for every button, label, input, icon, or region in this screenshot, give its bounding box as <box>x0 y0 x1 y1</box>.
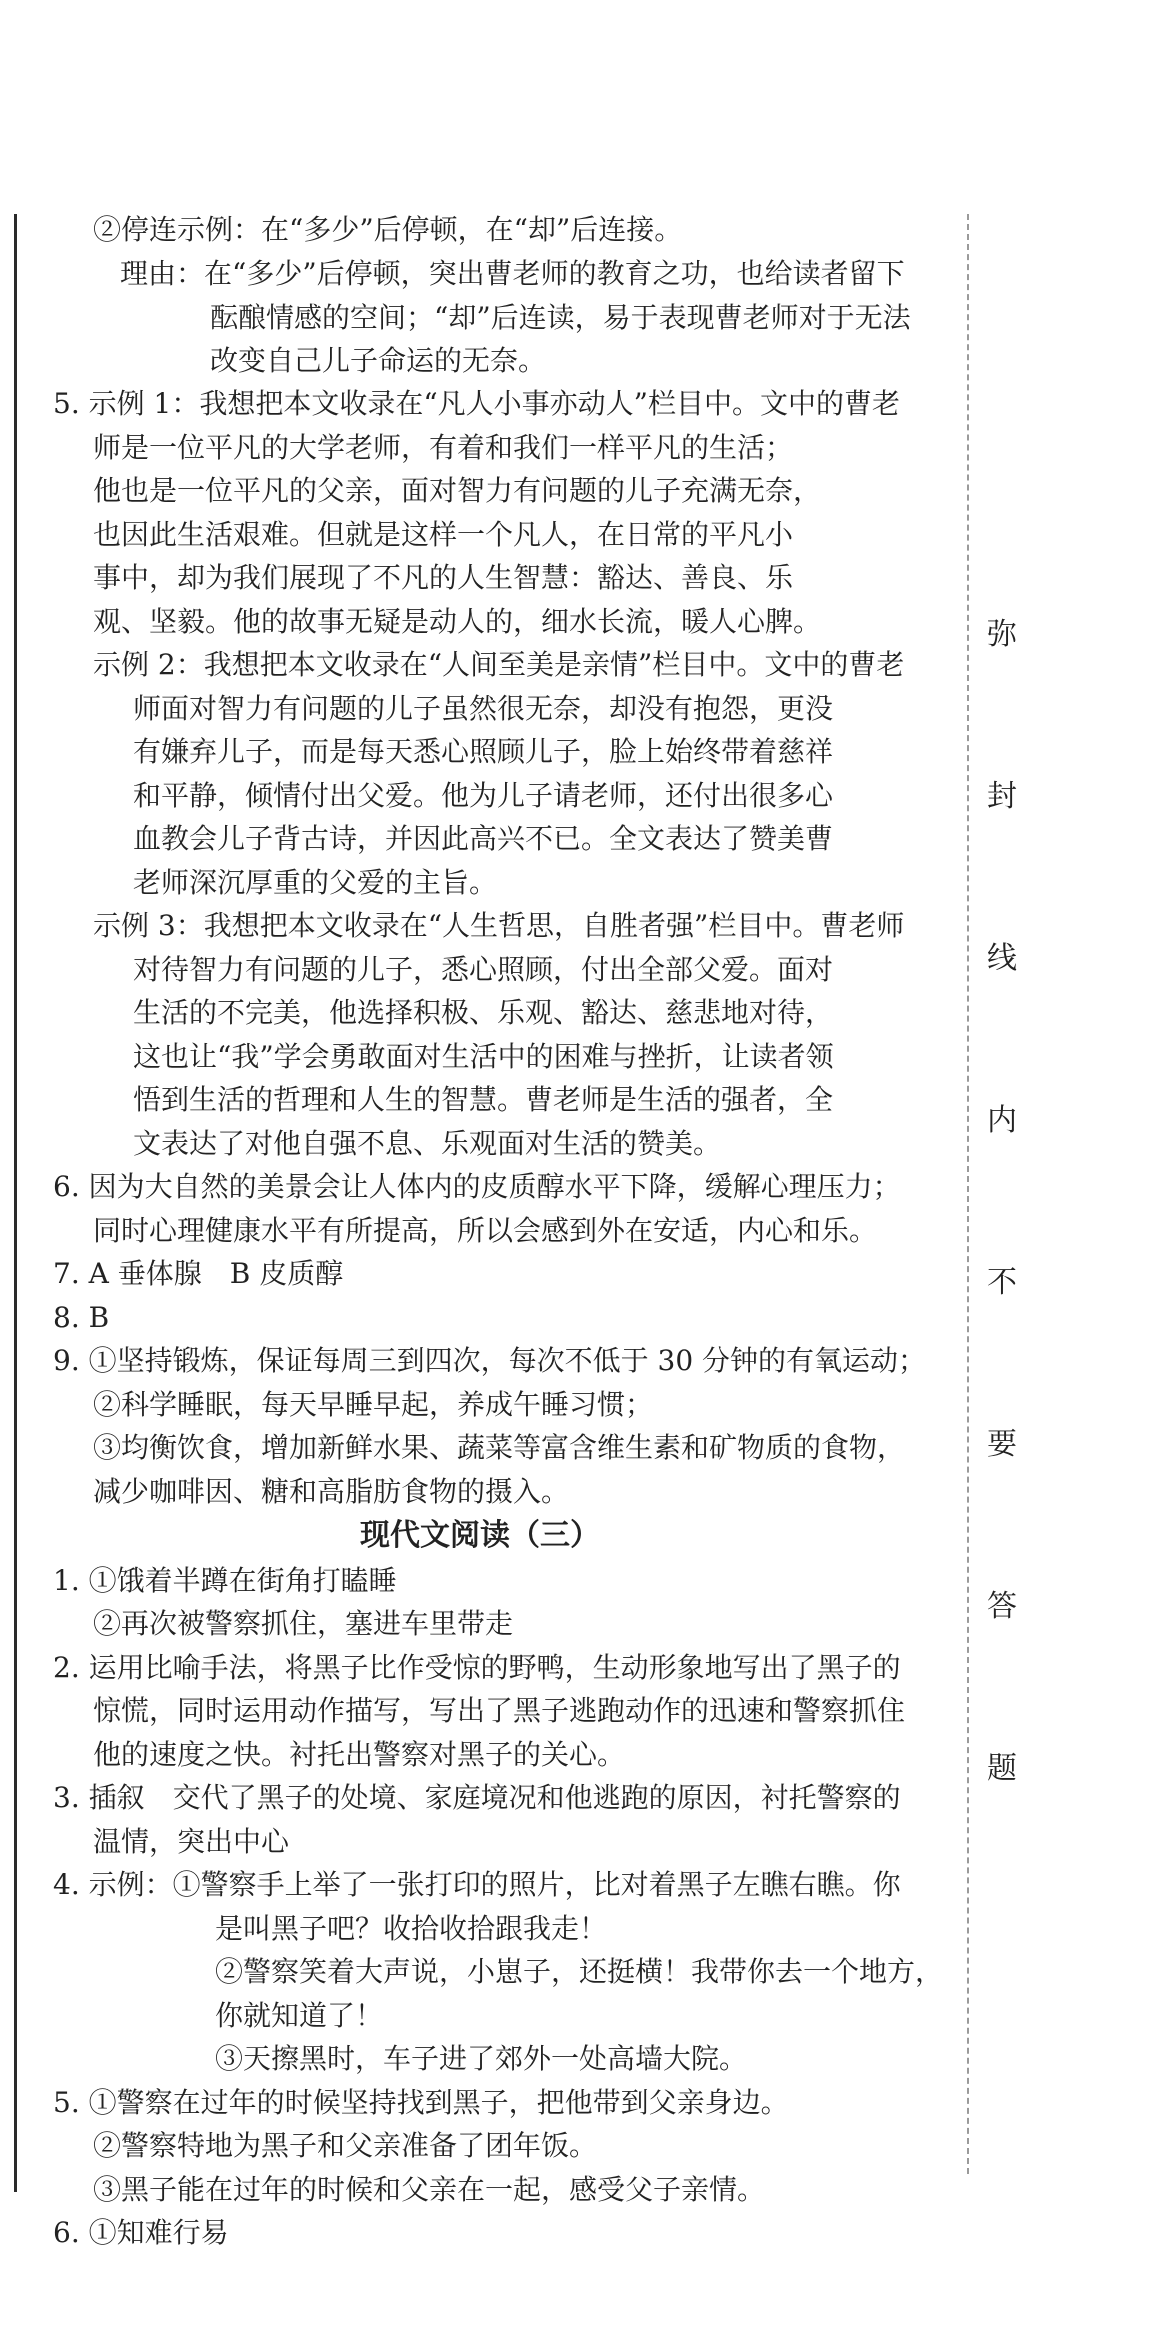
text-line: 悟到生活的哲理和人生的智慧。曹老师是生活的强者，全 <box>133 1083 834 1116</box>
text-line: 9. ①坚持锻炼，保证每周三到四次，每次不低于 30 分钟的有氧运动； <box>53 1344 927 1377</box>
text-line: 惊慌，同时运用动作描写，写出了黑子逃跑动作的迅速和警察抓住 <box>93 1694 906 1727</box>
seal-char: 弥 <box>987 617 1017 652</box>
left-binding-line <box>14 214 17 2192</box>
text-line: 和平静，倾情付出父爱。他为儿子请老师，还付出很多心 <box>133 779 834 812</box>
text-line: 示例 2：我想把本文收录在“人间至美是亲情”栏目中。文中的曹老 <box>93 648 905 681</box>
text-line: 3. 插叙 交代了黑子的处境、家庭境况和他逃跑的原因，衬托警察的 <box>53 1781 901 1814</box>
text-line: 对待智力有问题的儿子，悉心照顾，付出全部父爱。面对 <box>133 953 834 986</box>
text-line: 师面对智力有问题的儿子虽然很无奈，却没有抱怨，更没 <box>133 692 834 725</box>
seal-char: 内 <box>987 1103 1017 1138</box>
text-line: 酝酿情感的空间；“却”后连读，易于表现曹老师对于无法 <box>210 301 911 334</box>
text-line: 理由：在“多少”后停顿，突出曹老师的教育之功，也给读者留下 <box>120 257 905 290</box>
page-bottom-margin <box>0 2192 1165 2328</box>
text-line: 师是一位平凡的大学老师，有着和我们一样平凡的生活； <box>93 431 794 464</box>
seal-char: 要 <box>987 1427 1017 1462</box>
text-line: ③天擦黑时，车子进了郊外一处高墙大院。 <box>215 2042 748 2075</box>
text-line: 是叫黑子吧？收拾收拾跟我走！ <box>215 1912 608 1945</box>
text-line: 老师深沉厚重的父爱的主旨。 <box>133 866 498 899</box>
text-line: ②停连示例：在“多少”后停顿，在“却”后连接。 <box>93 213 683 246</box>
text-line: 7. A 垂体腺 B 皮质醇 <box>53 1257 344 1290</box>
text-line: 有嫌弃儿子，而是每天悉心照顾儿子，脸上始终带着慈祥 <box>133 735 834 768</box>
text-line: 这也让“我”学会勇敢面对生活中的困难与挫折，让读者领 <box>133 1040 834 1073</box>
text-line: 血教会儿子背古诗，并因此高兴不已。全文表达了赞美曹 <box>133 822 834 855</box>
seal-char: 答 <box>987 1589 1017 1624</box>
text-line: ②警察特地为黑子和父亲准备了团年饭。 <box>93 2129 598 2162</box>
text-line: 4. 示例：①警察手上举了一张打印的照片，比对着黑子左瞧右瞧。你 <box>53 1868 901 1901</box>
text-line: 6. 因为大自然的美景会让人体内的皮质醇水平下降，缓解心理压力； <box>53 1170 901 1203</box>
text-line: 文表达了对他自强不息、乐观面对生活的赞美。 <box>133 1127 722 1160</box>
text-line: 温情，突出中心 <box>93 1825 290 1858</box>
section-title: 现代文阅读（三） <box>360 1518 600 1553</box>
text-line: 5. 示例 1：我想把本文收录在“凡人小事亦动人”栏目中。文中的曹老 <box>53 387 900 420</box>
text-line: ②科学睡眠，每天早睡早起，养成午睡习惯； <box>93 1388 654 1421</box>
seal-char: 不 <box>987 1265 1017 1300</box>
text-line: 观、坚毅。他的故事无疑是动人的，细水长流，暖人心脾。 <box>93 605 822 638</box>
text-line: 改变自己儿子命运的无奈。 <box>210 344 547 377</box>
text-line: ②再次被警察抓住，塞进车里带走 <box>93 1607 514 1640</box>
text-line: 他的速度之快。衬托出警察对黑子的关心。 <box>93 1738 626 1771</box>
text-line: 生活的不完美，他选择积极、乐观、豁达、慈悲地对待， <box>133 996 834 1029</box>
text-line: 2. 运用比喻手法，将黑子比作受惊的野鸭，生动形象地写出了黑子的 <box>53 1651 901 1684</box>
seal-dashed-line <box>967 214 969 2174</box>
text-line: 他也是一位平凡的父亲，面对智力有问题的儿子充满无奈， <box>93 474 822 507</box>
text-line: 1. ①饿着半蹲在街角打瞌睡 <box>53 1564 397 1597</box>
seal-char: 题 <box>987 1751 1017 1786</box>
text-line: 减少咖啡因、糖和高脂肪食物的摄入。 <box>93 1475 570 1508</box>
text-line: 示例 3：我想把本文收录在“人生哲思，自胜者强”栏目中。曹老师 <box>93 909 905 942</box>
text-line: 同时心理健康水平有所提高，所以会感到外在安适，内心和乐。 <box>93 1214 878 1247</box>
text-line: 事中，却为我们展现了不凡的人生智慧：豁达、善良、乐 <box>93 561 794 594</box>
text-line: ②警察笑着大声说，小崽子，还挺横！我带你去一个地方， <box>215 1955 944 1988</box>
text-line: ③黑子能在过年的时候和父亲在一起，感受父子亲情。 <box>93 2173 766 2206</box>
text-line: 也因此生活艰难。但就是这样一个凡人，在日常的平凡小 <box>93 518 794 551</box>
text-line: 8. B <box>53 1301 110 1334</box>
seal-char: 线 <box>987 941 1017 976</box>
text-line: 6. ①知难行易 <box>53 2216 229 2249</box>
seal-char: 封 <box>987 779 1017 814</box>
text-line: 你就知道了！ <box>215 1999 384 2032</box>
text-line: ③均衡饮食，增加新鲜水果、蔬菜等富含维生素和矿物质的食物， <box>93 1431 906 1464</box>
text-line: 5. ①警察在过年的时候坚持找到黑子，把他带到父亲身边。 <box>53 2086 789 2119</box>
